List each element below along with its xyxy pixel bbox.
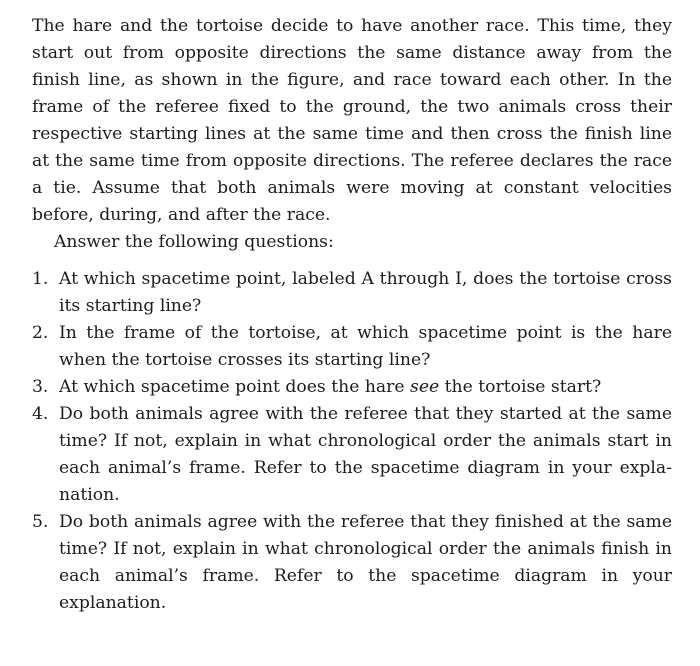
questions-lead: Answer the following questions: xyxy=(54,232,334,252)
question-number: 5. xyxy=(32,512,49,532)
question-text: Do both animals agree with the referee that they finished at the same time? If not, explain in what chronological order the animals finish in each animal’s frame. Refer to the spacetime diagram in your explanation. xyxy=(59,512,672,613)
question-text: Do both animals agree with the referee that they started at the same time? If not, explain in what chronological order the animals start in each animal’s frame. Refer to the spacetime diagram in your explanation. xyxy=(59,404,672,505)
question-text: At which spacetime point does the hare see the tortoise start? xyxy=(59,377,602,397)
problem-text xyxy=(32,13,672,617)
question-1 xyxy=(32,266,672,320)
question-number: 4. xyxy=(32,404,49,424)
question-4 xyxy=(32,401,672,509)
question-number: 2. xyxy=(32,323,49,343)
question-number: 3. xyxy=(32,377,49,397)
question-5 xyxy=(32,509,672,617)
question-3 xyxy=(32,374,672,401)
question-2 xyxy=(32,320,672,374)
question-text: At which spacetime point, labeled A through I, does the tortoise cross its starting line? xyxy=(59,269,672,316)
question-text: In the frame of the tortoise, at which spacetime point is the hare when the tortoise crosses its starting line? xyxy=(59,323,672,370)
intro-paragraph: The hare and the tortoise decide to have another race. This time, they start out from opposite directions the same distance away from the finish line, as shown in the figure, and race toward each other. In the frame of the referee fixed to the ground, the two animals cross their respective starting lines at the same time and then cross the finish line at the same time from opposite directions. The referee declares the race a tie. Assume that both animals were moving at constant velocities before, during, and after the race. xyxy=(32,16,672,225)
question-list xyxy=(32,266,672,617)
question-number: 1. xyxy=(32,269,49,289)
emphasis-see: see xyxy=(410,377,440,397)
